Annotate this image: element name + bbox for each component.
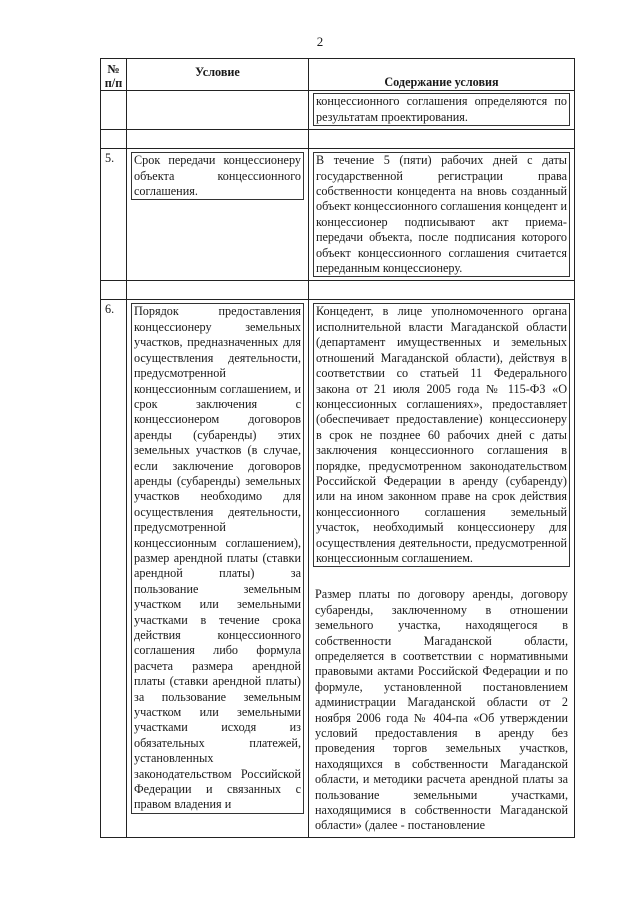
content-paragraph: концессионного соглашения определяются по результатам проектирования. [313, 93, 570, 126]
row-number [101, 91, 127, 130]
page-number: 2 [316, 34, 324, 49]
content-paragraph: Концедент, в лице уполномоченного органа исполнительной власти Магаданской области (департамент имущественных и земельных отношений Магаданской области), действуя в соответствии со статьей 11 Федерального закона от 21 июля 2005 года № 115-ФЗ «О концессионных соглашениях», предоставляет (обеспечивает предоставление) концессионеру в срок не позднее 60 рабочих дней с даты заключения концессионного соглашения в порядке, предусмотренном законодательством Российской Федерации в аренду (субаренду) или на ином законном праве на срок действия концессионного соглашения земельный участок, необходимый концессионеру для осуществления деятельности, предусмотренной концессионным соглашением. [313, 303, 570, 567]
row-spacer [101, 130, 575, 149]
content-paragraph: В течение 5 (пяти) рабочих дней с даты государственной регистрации права собственности концедента на вновь созданный объект концессионного соглашения концедент и концессионер подписывают акт приема-передачи объекта, после подписания которого объект концессионного соглашения считается переданным концессионеру. [313, 152, 570, 277]
row-condition [127, 91, 309, 130]
row-spacer [101, 281, 575, 300]
header-condition: Условие [127, 59, 309, 91]
condition-text: Срок передачи концессионеру объекта концессионного соглашения. [131, 152, 304, 200]
row-content [309, 300, 575, 837]
header-content: Содержание условия [309, 59, 575, 91]
row-condition [127, 149, 309, 281]
row-content [309, 91, 575, 130]
row-number: 5. [101, 149, 127, 281]
content-paragraph: Размер платы по договору аренды, договору субаренды, заключенному в отношении земельного участка, находящегося в собственности Магаданской области, определяется в соответствии с нормативными правовыми актами Российской Федерации и по формуле, установленной постановлением администрации Магаданской области от 2 ноября 2006 года № 404-па «Об утверждении условий предоставления в аренду без проведения торгов земельных участков, находящихся в собственности Магаданской области, и методики расчета арендной платы за пользование земельными участками, находящимися в собственности Магаданской области» (далее - постановление [315, 587, 568, 833]
table-row [101, 300, 575, 837]
conditions-table [100, 58, 575, 838]
condition-text: Порядок предоставления концессионеру земельных участков, предназначенных для осуществления деятельности, предусмотренной концессионным соглашением, и срок заключения с концессионером договоров аренды (субаренды) этих земельных участков (в случае, если заключение договоров аренды (субаренды) земельных участков необходимо для осуществления деятельности, предусмотренной концессионным соглашением), размер арендной платы (ставки арендной платы) за пользование земельным участком или земельными участками в течение срока действия концессионного соглашения либо формула расчета размера арендной платы (ставки арендной платы) за пользование земельным участком или земельными участками исходя из обязательных платежей, установленных законодательством Российской Федерации и связанных с правом владения и [131, 303, 304, 813]
header-num: № п/п [101, 59, 127, 91]
row-condition [127, 300, 309, 837]
table-row [101, 91, 575, 130]
table-row [101, 149, 575, 281]
row-content [309, 149, 575, 281]
row-number: 6. [101, 300, 127, 837]
table-header-row [101, 59, 575, 91]
